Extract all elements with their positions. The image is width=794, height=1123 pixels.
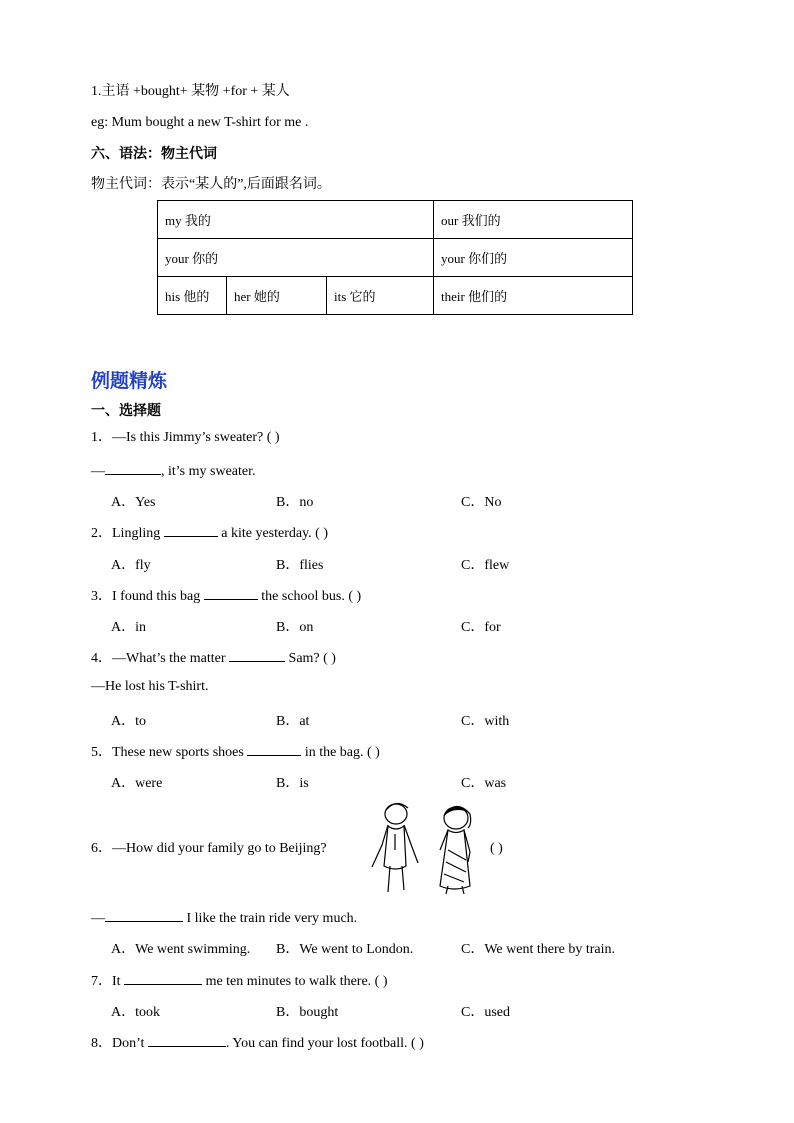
answer-blank[interactable] xyxy=(148,1032,226,1047)
question-4-answer-line: —He lost his T-shirt. xyxy=(91,679,209,694)
part-heading: 一、选择题 xyxy=(91,403,161,419)
question-1-stem: 1．—Is this Jimmy’s sweater? ( ) xyxy=(91,430,280,445)
grammar-formula: 1.主语 +bought+ 某物 +for + 某人 xyxy=(91,84,290,99)
question-8-stem-end: . You can find your lost football. ( ) xyxy=(225,1036,424,1051)
question-4-stem-start: 4．—What’s the matter xyxy=(91,651,230,666)
option-c[interactable]: C．was xyxy=(461,776,507,791)
option-b[interactable]: B．at xyxy=(276,714,310,729)
question-2-stem xyxy=(91,522,328,543)
option-b[interactable]: B．on xyxy=(276,620,314,635)
question-4-stem xyxy=(91,647,336,668)
grammar-definition: 物主代词：表示“某人的”,后面跟名词。 xyxy=(91,177,331,192)
dash: — xyxy=(91,911,105,926)
answer-blank[interactable] xyxy=(204,585,258,600)
answer-blank[interactable] xyxy=(124,970,202,985)
question-5-stem-start: 5．These new sports shoes xyxy=(91,745,248,760)
option-b[interactable]: B．bought xyxy=(276,1005,339,1020)
table-cell: his 他的 xyxy=(158,277,227,315)
option-a[interactable]: A．We went swimming. xyxy=(111,942,251,957)
option-b[interactable]: B．is xyxy=(276,776,309,791)
option-b[interactable]: B．We went to London. xyxy=(276,942,414,957)
option-a[interactable]: A．fly xyxy=(111,558,151,573)
question-6-stem: 6．—How did your family go to Beijing? xyxy=(91,841,327,856)
table-row xyxy=(158,239,633,277)
table-cell: my 我的 xyxy=(158,201,434,239)
question-7-stem-start: 7．It xyxy=(91,974,125,989)
question-8-stem-start: 8．Don’t xyxy=(91,1036,148,1051)
question-2-stem-start: 2．Lingling xyxy=(91,526,164,541)
table-cell: their 他们的 xyxy=(434,277,633,315)
question-6-answer-text: I like the train ride very much. xyxy=(183,911,358,926)
table-cell: her 她的 xyxy=(227,277,327,315)
question-3-stem-start: 3．I found this bag xyxy=(91,589,204,604)
question-4-stem-end: Sam? ( ) xyxy=(285,651,336,666)
table-row xyxy=(158,201,633,239)
question-6-answer-line xyxy=(91,907,357,928)
option-c[interactable]: C．with xyxy=(461,714,510,729)
table-cell: its 它的 xyxy=(327,277,434,315)
table-cell: your 你们的 xyxy=(434,239,633,277)
table-row xyxy=(158,277,633,315)
table-cell: your 你的 xyxy=(158,239,434,277)
option-b[interactable]: B．no xyxy=(276,495,314,510)
option-a[interactable]: A．to xyxy=(111,714,146,729)
question-3-stem-end: the school bus. ( ) xyxy=(257,589,362,604)
grammar-example: eg: Mum bought a new T-shirt for me . xyxy=(91,115,309,130)
answer-blank[interactable] xyxy=(247,741,301,756)
question-7-stem xyxy=(91,970,388,991)
option-a[interactable]: A．were xyxy=(111,776,163,791)
question-5-stem xyxy=(91,741,380,762)
boy-and-girl-illustration xyxy=(368,800,488,896)
option-c[interactable]: C．for xyxy=(461,620,501,635)
grammar-section-heading: 六、语法：物主代词 xyxy=(91,146,217,162)
question-1-answer-line xyxy=(91,460,256,481)
answer-blank[interactable] xyxy=(105,460,161,475)
practice-title: 例题精炼 xyxy=(91,370,168,392)
option-a[interactable]: A．in xyxy=(111,620,146,635)
question-7-stem-end: me ten minutes to walk there. ( ) xyxy=(202,974,388,989)
option-c[interactable]: C．flew xyxy=(461,558,510,573)
table-cell: our 我们的 xyxy=(434,201,633,239)
question-2-stem-end: a kite yesterday. ( ) xyxy=(217,526,328,541)
possessive-pronoun-table xyxy=(157,200,633,315)
question-1-answer-text: , it’s my sweater. xyxy=(161,464,256,479)
dash: — xyxy=(91,464,105,479)
option-c[interactable]: C．We went there by train. xyxy=(461,942,615,957)
answer-blank[interactable] xyxy=(164,522,218,537)
answer-blank[interactable] xyxy=(229,647,285,662)
option-a[interactable]: A．took xyxy=(111,1005,160,1020)
question-6-paren: ( ) xyxy=(490,841,503,856)
option-c[interactable]: C．No xyxy=(461,495,502,510)
question-5-stem-end: in the bag. ( ) xyxy=(301,745,380,760)
answer-blank[interactable] xyxy=(105,907,183,922)
option-c[interactable]: C．used xyxy=(461,1005,510,1020)
option-b[interactable]: B．flies xyxy=(276,558,324,573)
question-3-stem xyxy=(91,585,361,606)
option-a[interactable]: A．Yes xyxy=(111,495,156,510)
question-8-stem xyxy=(91,1032,424,1053)
